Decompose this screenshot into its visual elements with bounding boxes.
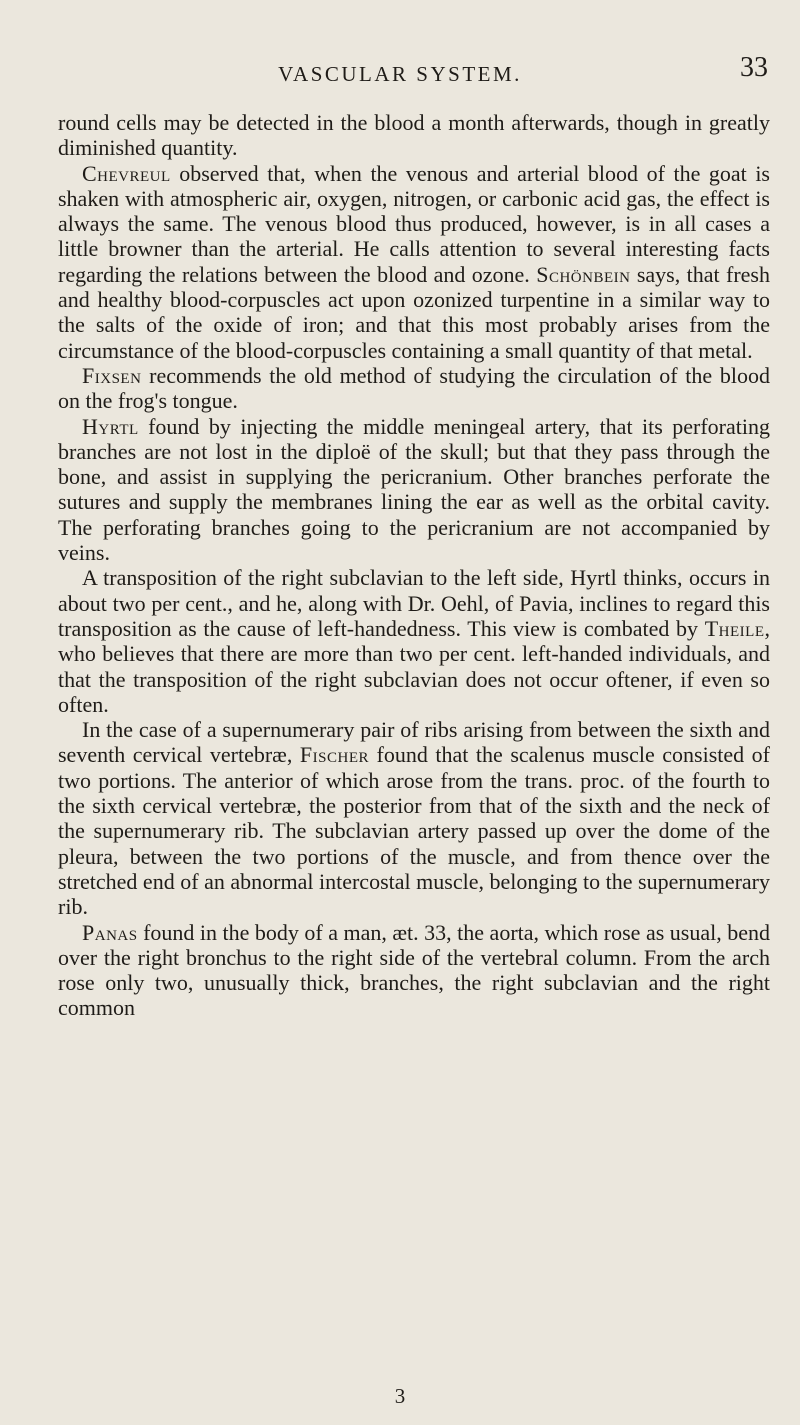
running-head bbox=[0, 52, 800, 90]
paragraph-3 bbox=[58, 363, 770, 414]
running-title: VASCULAR SYSTEM. bbox=[278, 62, 522, 86]
page-number: 33 bbox=[740, 52, 768, 83]
paragraph-text: observed that, when the venous and arterial blood of the goat is shaken with atmospheric air, oxygen, nitrogen, or carbonic acid gas, the effect is always the same. The venous blood thus produced, however, is in all cases a little browner than the arterial. He calls attention to several interesting facts regarding the relations between the blood and ozone. bbox=[58, 160, 770, 287]
author-name: Theile bbox=[704, 615, 765, 641]
paragraph-text: round cells may be detected in the blood a month afterwards, though in greatly diminished quantity. bbox=[58, 110, 770, 161]
author-name: Panas bbox=[82, 919, 138, 945]
signature-mark: 3 bbox=[394, 1384, 406, 1408]
body-text bbox=[58, 110, 770, 1021]
paragraph-text: says, that fresh and healthy blood-corpuscles act upon ozonized turpentine in a similar way to the salts of the oxide of iron; and that this most probably arises from the circumstance of the blood-corpuscles containing a small quantity of that metal. bbox=[58, 261, 770, 363]
paragraph-5 bbox=[58, 565, 770, 717]
author-name: Chevreul bbox=[82, 160, 171, 186]
author-name: Fischer bbox=[299, 742, 369, 768]
paragraph-text: found by injecting the middle meningeal artery, that its perforating branches are not lost in the diploë of the skull; but that they pass through the bone, and assist in supplying the pericranium. Other branches perforate the sutures and supply the membranes lining the ear as well as the orbital cavity. The perforating branches going to the pericranium are not accompanied by veins. bbox=[58, 413, 770, 566]
author-name: Hyrtl bbox=[82, 413, 139, 439]
paragraph-text: found that the scalenus muscle consisted of two portions. The anterior of which arose from the trans. proc. of the fourth to the sixth cervical vertebræ, the posterior from that of the sixth and the neck of the supernumerary rib. The subclavian artery passed up over the dome of the pleura, between the two portions of the muscle, and from thence over the stretched end of an abnormal intercostal muscle, belonging to the supernumerary rib. bbox=[58, 742, 770, 920]
paragraph-text: A transposition of the right subclavian to the left side, Hyrtl thinks, occurs in about two per cent., and he, along with Dr. Oehl, of Pavia, inclines to regard this transposition as the cause of left-handedness. This view is combated by bbox=[58, 565, 770, 641]
paragraph-text: recommends the old method of studying the circulation of the blood on the frog's tongue. bbox=[58, 362, 770, 414]
paragraph-text: found in the body of a man, æt. 33, the aorta, which rose as usual, bend over the right bronchus to the right side of the vertebral column. From the arch rose only two, unusually thick, branches, the right subclavian and the right common bbox=[58, 919, 770, 1021]
author-name: Fixsen bbox=[82, 362, 142, 388]
paragraph-2 bbox=[58, 161, 770, 363]
paragraph-6 bbox=[58, 717, 770, 919]
paragraph-4 bbox=[58, 414, 770, 566]
paragraph-1 bbox=[58, 110, 770, 161]
author-name: Schönbein bbox=[536, 261, 631, 287]
paragraph-text: In the case of a supernumerary pair of ribs arising from between the sixth and seventh cervical vertebræ, bbox=[58, 717, 770, 768]
paragraph-text: , who believes that there are more than two per cent. left-handed individuals, and that the transposition of the right subclavian does not occur oftener, if even so often. bbox=[58, 615, 770, 717]
paragraph-7 bbox=[58, 920, 770, 1021]
